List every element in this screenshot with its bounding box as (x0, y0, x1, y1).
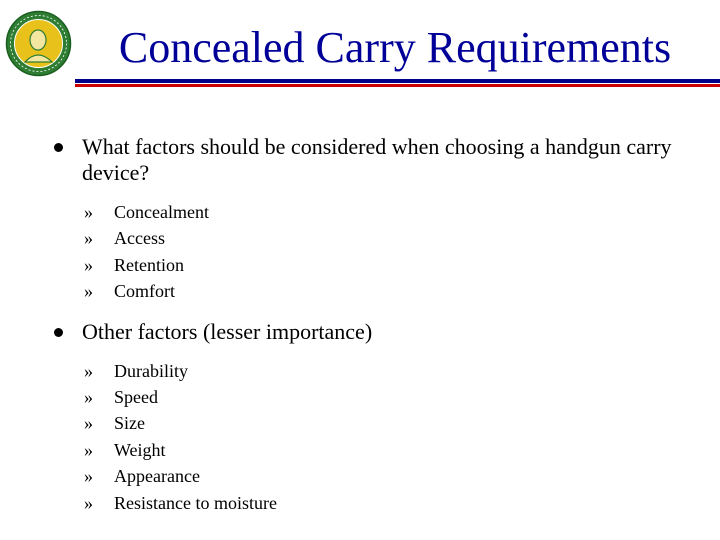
sub-bullet-item (50, 490, 690, 516)
sub-bullet-text: Retention (114, 254, 184, 275)
sub-bullet-text: Concealment (114, 202, 209, 222)
bullet-dot-icon (54, 328, 63, 337)
sub-bullet-item (50, 410, 690, 436)
title-rule-red (75, 84, 720, 87)
slide-body (50, 134, 690, 530)
bullet-point (50, 134, 690, 186)
chevron-marker-icon: » (84, 466, 93, 487)
sub-bullet-item (50, 463, 690, 489)
sub-bullet-text: Comfort (114, 281, 175, 302)
sub-bullet-list (50, 358, 690, 516)
sub-bullet-text: Resistance to moisture (114, 492, 277, 513)
sub-bullet-item (50, 384, 690, 410)
sub-bullet-text: Durability (114, 360, 188, 381)
sub-bullet-text: Weight (114, 439, 166, 460)
slide-title: Concealed Carry Requirements (118, 23, 672, 72)
sub-bullet-list (50, 199, 690, 305)
bullet-text: Other factors (lesser importance) (82, 318, 373, 344)
bullet-text: What factors should be considered when choosing a handgun carry device? (82, 134, 672, 185)
sub-bullet-item (50, 199, 690, 225)
chevron-marker-icon: » (84, 413, 93, 434)
chevron-marker-icon: » (84, 202, 93, 222)
bullet-dot-icon (54, 143, 63, 152)
sub-bullet-item (50, 252, 690, 278)
sub-bullet-text: Size (114, 413, 145, 434)
sub-bullet-item (50, 278, 690, 304)
chevron-marker-icon: » (84, 254, 93, 275)
title-rule-blue (75, 79, 720, 83)
sub-bullet-text: Speed (114, 387, 158, 408)
chevron-marker-icon: » (84, 360, 93, 381)
chevron-marker-icon: » (84, 228, 93, 249)
chevron-marker-icon: » (84, 439, 93, 460)
chevron-marker-icon: » (84, 281, 93, 302)
bullet-point (50, 319, 690, 345)
sub-bullet-text: Appearance (114, 466, 200, 487)
sub-bullet-item (50, 437, 690, 463)
chevron-marker-icon: » (84, 492, 93, 513)
sub-bullet-item (50, 358, 690, 384)
sub-bullet-text: Access (114, 228, 165, 249)
sub-bullet-item (50, 225, 690, 251)
seal-logo (5, 10, 72, 77)
chevron-marker-icon: » (84, 387, 93, 408)
